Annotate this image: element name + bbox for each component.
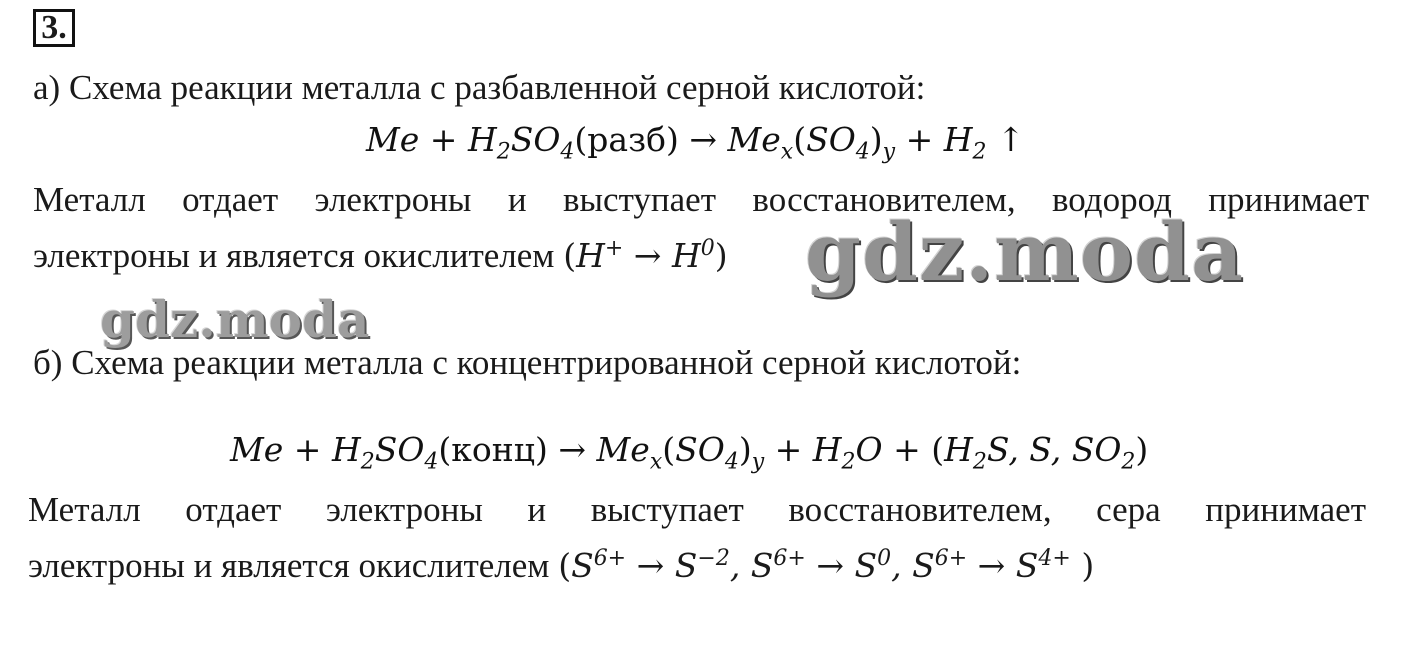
part-a-text-line2-wrap (33, 236, 728, 276)
task-number: 3. (33, 9, 75, 47)
part-b-text-line2: электроны и является окислителем (28, 546, 550, 585)
part-b-heading: б) Схема реакции металла с концентрированной серной кислотой: (33, 343, 1022, 382)
part-a-formula-note: разб (587, 120, 666, 159)
part-b-text-line1: Металл отдает электроны и выступает восстановителем, сера принимает (28, 490, 1366, 529)
part-b-formula: $Me + H_2SO_4(конц) \to Me_x(SO_4)_y + H_2O + (H_2S$, S, $SO_2$) (230, 430, 1149, 475)
watermark-large: gdz.moda (805, 205, 1244, 299)
watermark-small: gdz.moda (100, 290, 370, 349)
part-a-text-line2: электроны и является окислителем (33, 236, 555, 275)
part-a-formula: $Me + H_2SO_4(разб) \to Me_x(SO_4)_y + H_2$ ↑ (366, 120, 1025, 165)
part-a-text-line1: Металл отдает электроны и выступает восстановителем, водород принимает (33, 180, 1369, 219)
part-b-formula-note: конц (451, 430, 535, 469)
part-a-oxidation: $(H^+ \to H^0)$ (563, 236, 728, 275)
part-b-oxidation: ($S^{6+} \to S^{-2}$, $S^{6+} \to S^0$, $S^{6+} \to S^{4+}$ ) (558, 546, 1095, 585)
part-b-text-line2-wrap (28, 546, 1094, 586)
part-a-heading: а) Схема реакции металла с разбавленной серной кислотой: (33, 68, 926, 107)
